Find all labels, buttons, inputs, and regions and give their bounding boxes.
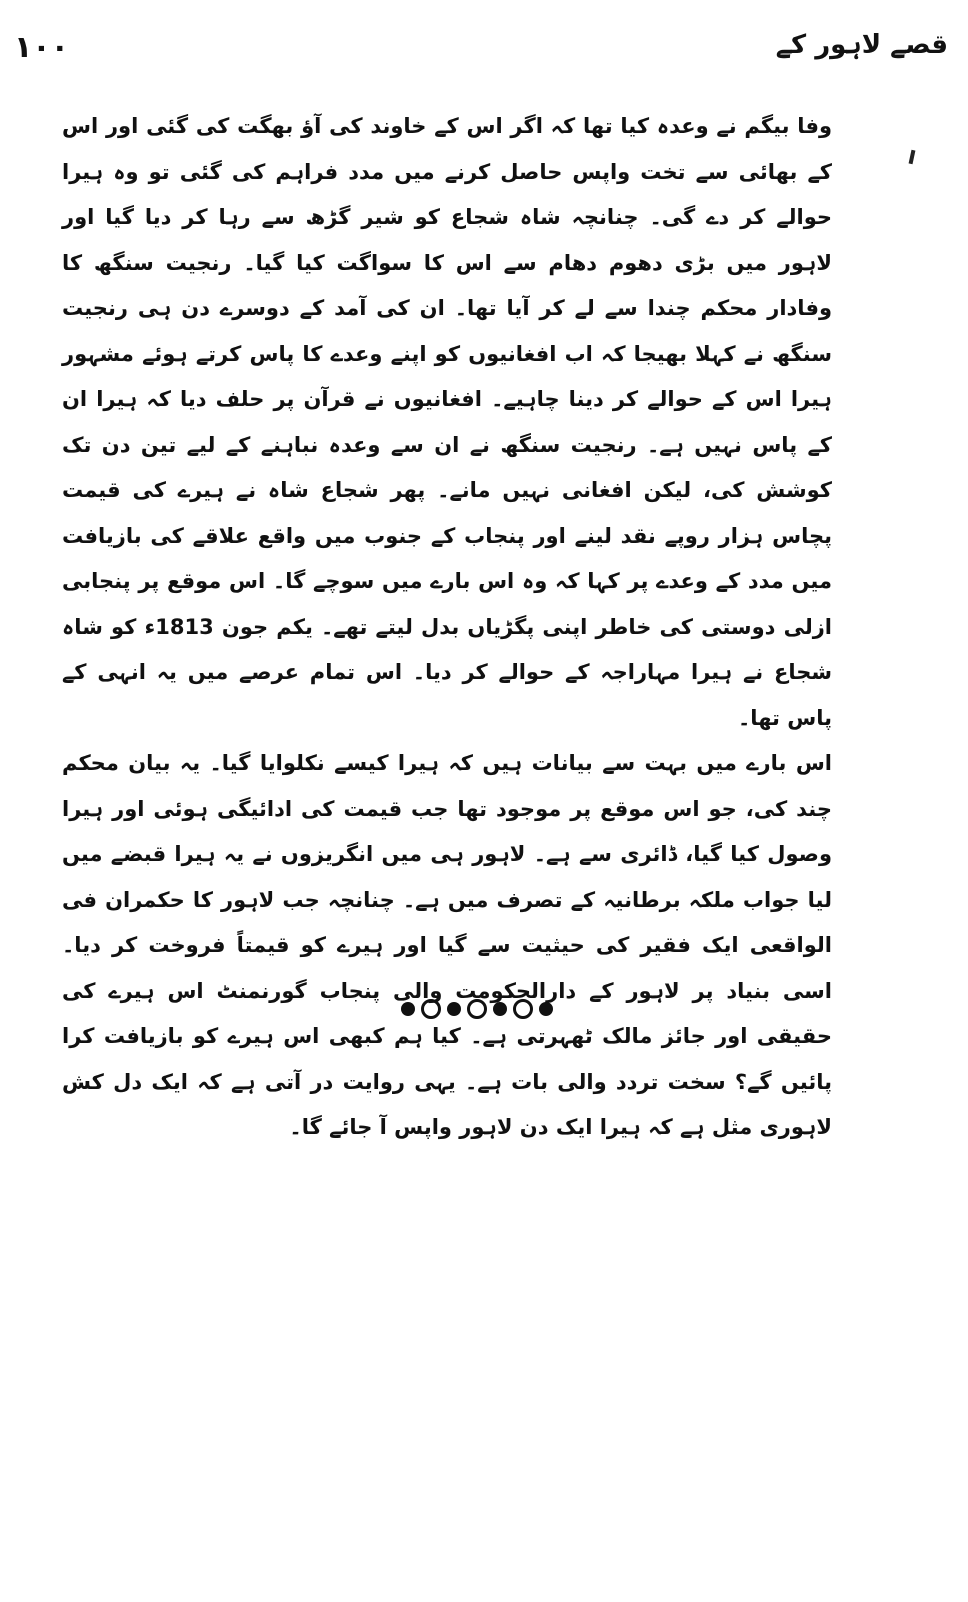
paragraph-2: اس بارے میں بہت سے بیانات ہیں کہ ہیرا کیسے نکلوایا گیا۔ یہ بیان محکم چند کی، جو اس موقع پر موجود تھا جب قیمت کی ادائیگی ہوئی اور ہیرا وصول کیا گیا، ڈائری سے ہے۔ لاہور ہی میں انگریزوں نے یہ ہیرا قبضے میں لیا جواب ملکہ برطانیہ کے تصرف میں ہے۔ چنانچہ جب لاہور کا حکمران فی الواقعی ایک فقیر کی حیثیت سے گیا اور ہیرے کو قیمتاً فروخت کر دیا۔ اسی بنیاد پر لاہور کے دارالحکومت والی پنجاب گورنمنٹ اس ہیرے کی حقیقی اور جائز مالک ٹھہرتی ہے۔ کیا ہم کبھی اس ہیرے کو بازیافت کرا پائیں گے؟ سخت تردد والی بات ہے۔ یہی روایت در آتی ہے کہ ایک دل کش لاہوری مثل ہے کہ ہیرا ایک دن لاہور واپس آ جائے گا۔: [62, 751, 832, 1139]
ornament-dot-filled: [539, 1002, 553, 1016]
paragraph-1: وفا بیگم نے وعدہ کیا تھا کہ اگر اس کے خاوند کی آؤ بھگت کی گئی اور اس کے بھائی سے تخت واپس حاصل کرنے میں مدد فراہم کی گئی تو وہ ہیرا حوالے کر دے گی۔ چنانچہ شاہ شجاع کو شیر گڑھ سے رہا کر دیا گیا اور لاہور میں بڑی دھوم دھام سے اس کا سواگت کیا گیا۔ رنجیت سنگھ کا وفادار محکم چندا سے لے کر آیا تھا۔ ان کی آمد کے دوسرے دن ہی رنجیت سنگھ نے کہلا بھیجا کہ اب افغانیوں کو اپنے وعدے کا پاس کرتے ہوئے مشہور ہیرا اس کے حوالے کر دینا چاہیے۔ افغانیوں نے قرآن پر حلف دیا کہ ہیرا ان کے پاس نہیں ہے۔ رنجیت سنگھ نے ان سے وعدہ نباہنے کے لیے تین دن تک کوشش کی، لیکن افغانی نہیں مانے۔ پھر شجاع شاہ نے ہیرے کی قیمت پچاس ہزار روپے نقد لینے اور پنجاب کے جنوب میں واقع علاقے کی بازیافت میں مدد کے وعدے پر کہا کہ وہ اس بارے میں سوچے گا۔ اس موقع پر پنجابی ازلی دوستی کی خاطر اپنی پگڑیاں بدل لیتے تھے۔ یکم جون 1813ء کو شاہ شجاع نے ہیرا مہاراجہ کے حوالے کر دیا۔ اس تمام عرصے میں یہ انہی کے پاس تھا۔: [62, 114, 832, 730]
page-number: ۱۰۰: [14, 30, 69, 65]
ornament-dot-hollow: [469, 1001, 486, 1018]
body-text: [62, 104, 832, 1151]
running-header-title: قصے لاہور کے: [775, 30, 948, 60]
ornament-dot-filled: [493, 1002, 507, 1016]
ornament-dot-hollow: [423, 1001, 440, 1018]
stray-ink-mark: [909, 150, 916, 165]
ornament-dot-filled: [401, 1002, 415, 1016]
ornament-dot-filled: [447, 1002, 461, 1016]
section-end-ornament: [396, 995, 561, 1023]
ornament-dot-hollow: [515, 1001, 532, 1018]
